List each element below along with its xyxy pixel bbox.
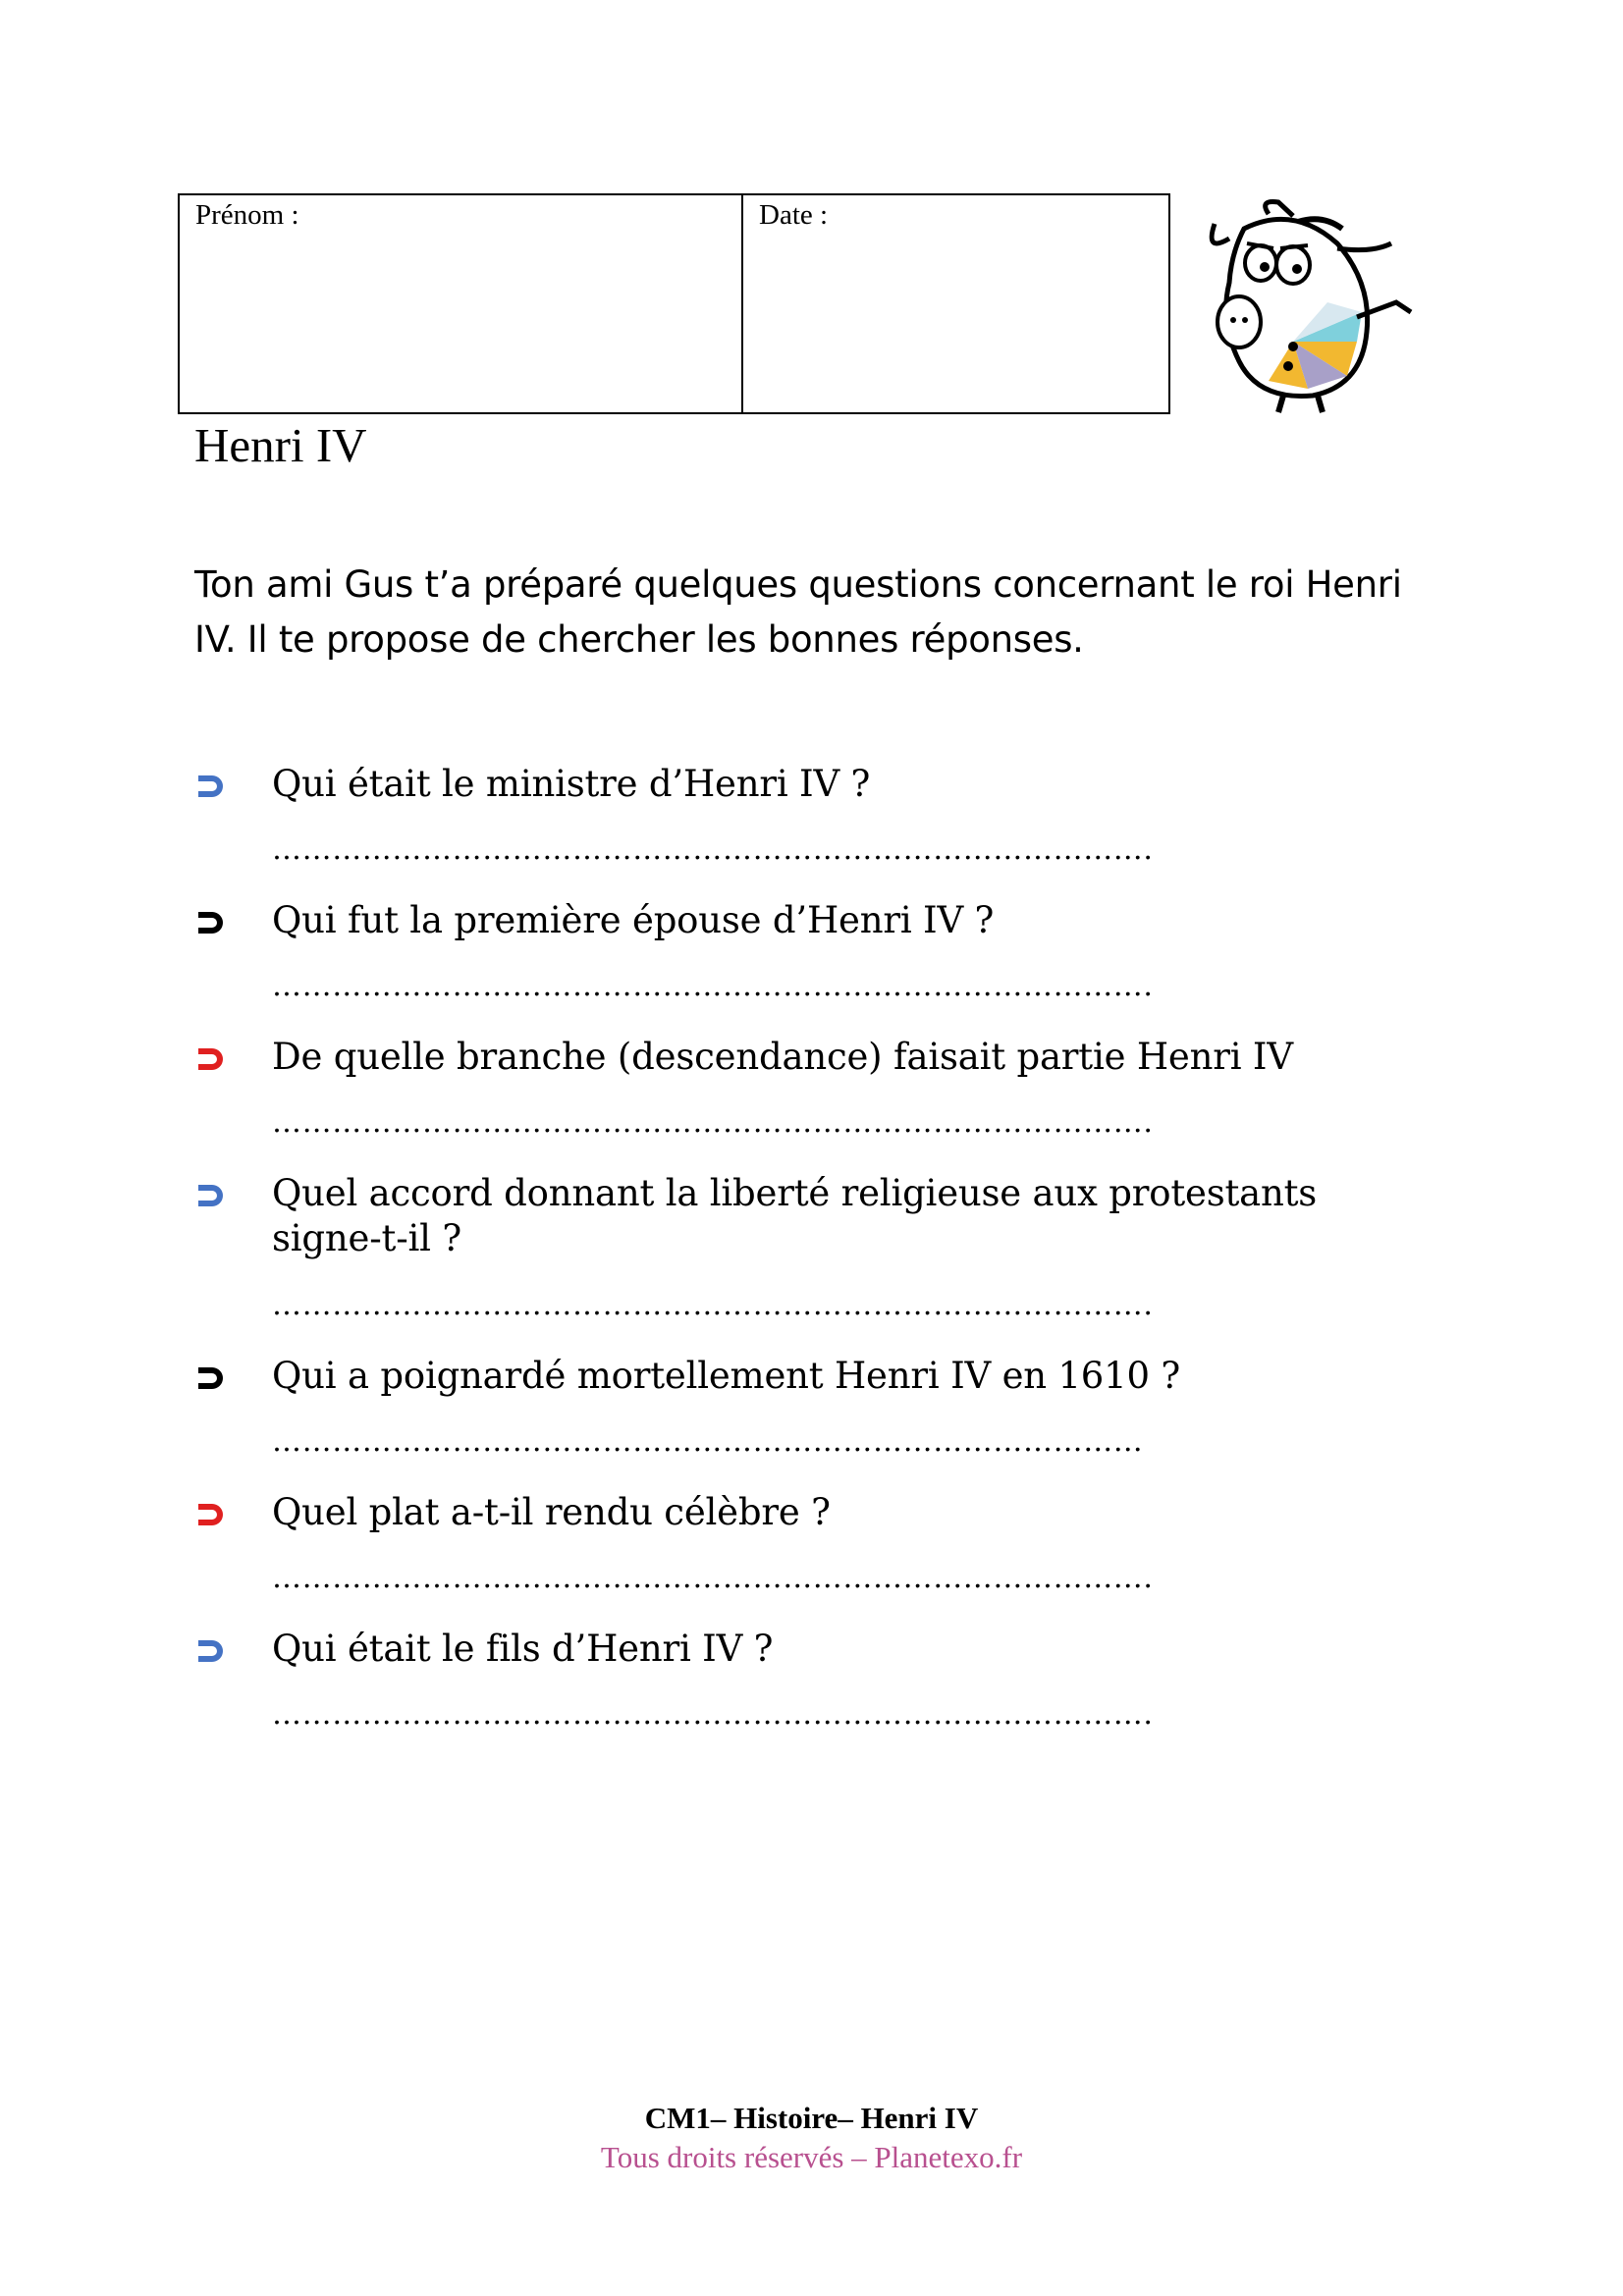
question-5: Qui a poignardé mortellement Henri IV en 1610 ? <box>272 1355 1181 1397</box>
name-label: Prénom : <box>195 199 299 231</box>
question-1: Qui était le ministre d’Henri IV ? <box>272 763 871 805</box>
name-field[interactable] <box>180 195 743 412</box>
arrow-bullet-icon <box>195 1181 225 1210</box>
footer-copyright: Tous droits réservés – Planetexo.fr <box>600 2140 1023 2174</box>
arrow-bullet-icon <box>195 1363 225 1393</box>
answer-line-6[interactable]: ……………………………………………………………………………. <box>272 1561 1154 1595</box>
page-title: Henri IV <box>194 418 367 472</box>
date-label: Date : <box>759 199 829 231</box>
gus-mascot-image <box>1200 194 1416 415</box>
answer-line-1[interactable]: ……………………………………………………………………………. <box>272 832 1154 867</box>
arrow-bullet-icon <box>195 908 225 937</box>
answer-line-4[interactable]: ……………………………………………………………………………. <box>272 1288 1154 1322</box>
question-4: Quel accord donnant la liberté religieuse aux protestants signe-t-il ? <box>272 1172 1318 1259</box>
arrow-bullet-icon <box>195 1044 225 1074</box>
answer-line-2[interactable]: ……………………………………………………………………………. <box>272 969 1154 1003</box>
question-2: Qui fut la première épouse d’Henri IV ? <box>272 899 995 941</box>
question-7: Qui était le fils d’Henri IV ? <box>272 1628 774 1670</box>
question-3: De quelle branche (descendance) faisait partie Henri IV <box>272 1036 1293 1078</box>
date-field[interactable] <box>743 195 1168 412</box>
answer-line-7[interactable]: ……………………………………………………………………………. <box>272 1697 1154 1732</box>
question-6: Quel plat a-t-il rendu célèbre ? <box>272 1491 831 1533</box>
arrow-bullet-icon <box>195 772 225 801</box>
intro-paragraph: Ton ami Gus t’a préparé quelques questions concernant le roi Henri IV. Il te propose de chercher les bonnes réponses. <box>194 563 1402 661</box>
footer-title: CM1– Histoire– Henri IV <box>644 2101 979 2135</box>
answer-line-5[interactable]: …………………………………………………………………………… <box>272 1424 1144 1459</box>
student-info-table <box>178 193 1170 414</box>
arrow-bullet-icon <box>195 1500 225 1529</box>
answer-line-3[interactable]: ……………………………………………………………………………. <box>272 1105 1154 1140</box>
arrow-bullet-icon <box>195 1636 225 1666</box>
